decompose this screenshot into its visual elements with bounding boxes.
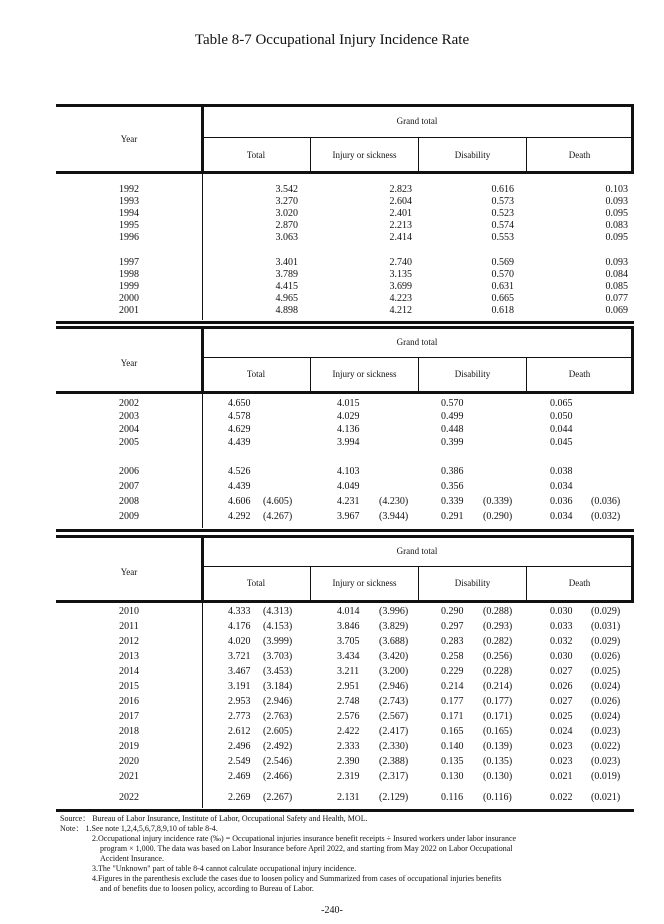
disability-cell: 0.165 [441,726,464,737]
injury-paren-cell: (4.230) [379,496,409,507]
death-paren-cell: (0.026) [591,696,621,707]
year-cell: 2022 [119,792,139,803]
injury-cell: 2.823 [389,184,412,195]
death-cell: 0.103 [605,184,628,195]
death-paren-cell: (0.032) [591,511,621,522]
total-cell: 4.020 [228,636,251,647]
total-paren-cell: (2.492) [263,741,293,752]
table-row [56,792,634,804]
death-cell: 0.027 [550,666,573,677]
disability-cell: 0.399 [441,437,464,448]
death-cell: 0.044 [550,424,573,435]
total-cell: 3.467 [228,666,251,677]
total-cell: 4.578 [228,411,251,422]
table-row [56,771,634,783]
year-cell: 1995 [119,220,139,231]
year-cell: 1994 [119,208,139,219]
death-cell: 0.024 [550,726,573,737]
total-paren-cell: (2.546) [263,756,293,767]
disability-paren-cell: (0.116) [483,792,512,803]
total-paren-cell: (2.946) [263,696,293,707]
total-paren-cell: (3.703) [263,651,293,662]
total-cell: 3.063 [275,232,298,243]
disability-cell: 0.618 [491,305,514,316]
death-paren-cell: (0.019) [591,771,621,782]
table-row [56,726,634,738]
col-injury-header: Injury or sickness [332,578,397,588]
disability-paren-cell: (0.282) [483,636,513,647]
injury-cell: 2.748 [337,696,360,707]
death-cell: 0.050 [550,411,573,422]
total-paren-cell: (4.267) [263,511,293,522]
total-paren-cell: (3.999) [263,636,293,647]
disability-paren-cell: (0.293) [483,621,513,632]
death-cell: 0.093 [605,257,628,268]
year-header: Year [120,134,138,144]
year-cell: 2000 [119,293,139,304]
injury-cell: 2.390 [337,756,360,767]
total-cell: 3.789 [275,269,298,280]
disability-cell: 0.570 [441,398,464,409]
disability-cell: 0.297 [441,621,464,632]
table-row [56,232,634,244]
disability-cell: 0.177 [441,696,464,707]
injury-paren-cell: (3.688) [379,636,409,647]
total-cell: 3.270 [275,196,298,207]
total-cell: 4.292 [228,511,251,522]
disability-paren-cell: (0.228) [483,666,513,677]
death-paren-cell: (0.031) [591,621,621,632]
table-row [56,293,634,305]
death-cell: 0.083 [605,220,628,231]
total-cell: 4.333 [228,606,251,617]
total-cell: 2.773 [228,711,251,722]
total-cell: 4.439 [228,437,251,448]
table-row [56,466,634,478]
table-row [56,606,634,618]
total-paren-cell: (2.267) [263,792,293,803]
injury-paren-cell: (2.946) [379,681,409,692]
year-cell: 2010 [119,606,139,617]
injury-cell: 3.211 [337,666,360,677]
col-total-header: Total [246,150,266,160]
table-row [56,711,634,723]
injury-cell: 3.846 [337,621,360,632]
table-row [56,741,634,753]
disability-paren-cell: (0.139) [483,741,513,752]
disability-cell: 0.448 [441,424,464,435]
total-paren-cell: (3.453) [263,666,293,677]
col-death-header: Death [568,150,591,160]
disability-cell: 0.291 [441,511,464,522]
total-cell: 2.612 [228,726,251,737]
year-cell: 2005 [119,437,139,448]
death-cell: 0.095 [605,232,628,243]
total-cell: 2.953 [228,696,251,707]
total-cell: 4.650 [228,398,251,409]
disability-cell: 0.258 [441,651,464,662]
death-cell: 0.069 [605,305,628,316]
total-paren-cell: (4.153) [263,621,293,632]
col-disability-header: Disability [454,578,491,588]
col-total-header: Total [246,578,266,588]
table-row [56,437,634,449]
table-row [56,756,634,768]
disability-paren-cell: (0.256) [483,651,513,662]
total-cell: 3.020 [275,208,298,219]
table-row [56,424,634,436]
death-paren-cell: (0.022) [591,741,621,752]
death-cell: 0.030 [550,651,573,662]
disability-cell: 0.523 [491,208,514,219]
table-row [56,636,634,648]
injury-cell: 2.131 [337,792,360,803]
table-row [56,208,634,220]
year-cell: 1999 [119,281,139,292]
total-paren-cell: (2.466) [263,771,293,782]
page-title: Table 8-7 Occupational Injury Incidence Rate [194,32,470,48]
death-cell: 0.033 [550,621,573,632]
col-disability-header: Disability [454,369,491,379]
death-cell: 0.022 [550,792,573,803]
year-header: Year [120,567,138,577]
injury-paren-cell: (3.829) [379,621,409,632]
death-cell: 0.045 [550,437,573,448]
disability-paren-cell: (0.177) [483,696,513,707]
year-cell: 2015 [119,681,139,692]
death-cell: 0.093 [605,196,628,207]
injury-cell: 2.319 [337,771,360,782]
note-2-cont: Accident Insurance. [100,854,164,863]
disability-cell: 0.290 [441,606,464,617]
injury-paren-cell: (2.317) [379,771,409,782]
table-row [56,681,634,693]
death-cell: 0.038 [550,466,573,477]
injury-cell: 2.740 [389,257,412,268]
disability-cell: 0.229 [441,666,464,677]
total-cell: 2.469 [228,771,251,782]
table-panel-1992-2001 [56,104,634,324]
total-paren-cell: (3.184) [263,681,293,692]
disability-cell: 0.140 [441,741,464,752]
injury-cell: 3.994 [337,437,360,448]
note-2-cont: program × 1,000. The data was based on Labor Insurance before April 2022, and starting from May 2022 on Labor Occupational [100,844,513,853]
total-cell: 2.870 [275,220,298,231]
year-cell: 2012 [119,636,139,647]
col-disability-header: Disability [454,150,491,160]
injury-cell: 2.401 [389,208,412,219]
total-cell: 2.269 [228,792,251,803]
total-paren-cell: (4.313) [263,606,293,617]
total-cell: 4.526 [228,466,251,477]
death-cell: 0.027 [550,696,573,707]
disability-cell: 0.616 [491,184,514,195]
disability-cell: 0.569 [491,257,514,268]
injury-cell: 2.604 [389,196,412,207]
table-row [56,621,634,633]
injury-cell: 4.014 [337,606,360,617]
total-cell: 4.415 [275,281,298,292]
disability-cell: 0.171 [441,711,464,722]
disability-cell: 0.283 [441,636,464,647]
year-cell: 2013 [119,651,139,662]
note-3: 3.The "Unknown" part of table 8-4 cannot calculate occupational injury incidence. [92,864,357,873]
table-row [56,220,634,232]
disability-paren-cell: (0.135) [483,756,513,767]
table-row [56,196,634,208]
injury-cell: 2.422 [337,726,360,737]
injury-cell: 3.967 [337,511,360,522]
injury-paren-cell: (2.417) [379,726,409,737]
death-cell: 0.077 [605,293,628,304]
injury-cell: 2.576 [337,711,360,722]
injury-cell: 4.212 [389,305,412,316]
table-row [56,269,634,281]
death-paren-cell: (0.021) [591,792,621,803]
year-cell: 2011 [119,621,139,632]
disability-paren-cell: (0.214) [483,681,513,692]
total-cell: 4.176 [228,621,251,632]
year-cell: 2009 [119,511,139,522]
injury-cell: 3.699 [389,281,412,292]
disability-paren-cell: (0.130) [483,771,513,782]
injury-cell: 3.135 [389,269,412,280]
disability-paren-cell: (0.290) [483,511,513,522]
total-cell: 3.721 [228,651,251,662]
disability-paren-cell: (0.339) [483,496,513,507]
total-cell: 3.191 [228,681,251,692]
disability-cell: 0.214 [441,681,464,692]
table-row [56,481,634,493]
table-row [56,398,634,410]
death-cell: 0.034 [550,481,573,492]
death-paren-cell: (0.036) [591,496,621,507]
injury-cell: 4.015 [337,398,360,409]
disability-paren-cell: (0.171) [483,711,513,722]
injury-cell: 2.333 [337,741,360,752]
grand-total-header: Grand total [396,116,438,126]
note-2: 2.Occupational injury incidence rate (‰) = Occupational injuries insurance benefit receipts ÷ Insured workers under labor insurance [92,834,517,843]
injury-paren-cell: (3.420) [379,651,409,662]
table-panel-2002-2009 [56,326,634,532]
grand-total-header: Grand total [396,546,438,556]
death-paren-cell: (0.029) [591,606,621,617]
injury-cell: 3.705 [337,636,360,647]
death-paren-cell: (0.023) [591,756,621,767]
col-death-header: Death [568,369,591,379]
death-cell: 0.084 [605,269,628,280]
death-cell: 0.032 [550,636,573,647]
table-row [56,281,634,293]
injury-cell: 4.029 [337,411,360,422]
note-4: 4.Figures in the parenthesis exclude the cases due to loosen policy and Summarized from cases of occupational injuries benefits [92,874,502,883]
injury-paren-cell: (3.200) [379,666,409,677]
death-cell: 0.085 [605,281,628,292]
grand-total-header: Grand total [396,337,438,347]
death-cell: 0.025 [550,711,573,722]
total-cell: 4.629 [228,424,251,435]
disability-cell: 0.499 [441,411,464,422]
year-cell: 1996 [119,232,139,243]
source-note: Source： Bureau of Labor Insurance, Institute of Labor, Occupational Safety and Health, MOL. [60,814,368,823]
total-cell: 4.898 [275,305,298,316]
year-cell: 2021 [119,771,139,782]
year-cell: 1997 [119,257,139,268]
total-cell: 2.496 [228,741,251,752]
table-row [56,184,634,196]
table-row [56,257,634,269]
disability-cell: 0.574 [491,220,514,231]
injury-paren-cell: (2.567) [379,711,409,722]
death-cell: 0.065 [550,398,573,409]
year-cell: 2001 [119,305,139,316]
death-cell: 0.026 [550,681,573,692]
table-panel-2010-2022 [56,535,634,811]
year-header: Year [120,358,138,368]
death-paren-cell: (0.025) [591,666,621,677]
table-row [56,496,634,508]
death-cell: 0.030 [550,606,573,617]
col-total-header: Total [246,369,266,379]
disability-cell: 0.356 [441,481,464,492]
table-row [56,411,634,423]
year-cell: 2007 [119,481,139,492]
death-paren-cell: (0.024) [591,681,621,692]
injury-cell: 2.213 [389,220,412,231]
year-cell: 2006 [119,466,139,477]
injury-cell: 2.414 [389,232,412,243]
injury-paren-cell: (3.944) [379,511,409,522]
injury-cell: 3.434 [337,651,360,662]
injury-paren-cell: (2.129) [379,792,409,803]
disability-cell: 0.135 [441,756,464,767]
death-cell: 0.095 [605,208,628,219]
total-paren-cell: (2.763) [263,711,293,722]
total-cell: 3.401 [275,257,298,268]
injury-paren-cell: (2.388) [379,756,409,767]
year-cell: 2016 [119,696,139,707]
disability-paren-cell: (0.288) [483,606,513,617]
note-4-cont: and of benefits due to loosen policy, according to Bureau of Labor. [100,884,314,893]
death-paren-cell: (0.026) [591,651,621,662]
injury-paren-cell: (2.330) [379,741,409,752]
disability-cell: 0.665 [491,293,514,304]
year-cell: 2004 [119,424,139,435]
disability-cell: 0.553 [491,232,514,243]
col-death-header: Death [568,578,591,588]
total-cell: 3.542 [275,184,298,195]
table-row [56,696,634,708]
injury-cell: 4.049 [337,481,360,492]
year-cell: 2002 [119,398,139,409]
year-cell: 2020 [119,756,139,767]
disability-cell: 0.116 [441,792,464,803]
total-paren-cell: (4.605) [263,496,293,507]
total-cell: 4.439 [228,481,251,492]
death-cell: 0.023 [550,756,573,767]
disability-paren-cell: (0.165) [483,726,513,737]
total-cell: 4.965 [275,293,298,304]
year-cell: 2017 [119,711,139,722]
injury-cell: 4.103 [337,466,360,477]
total-paren-cell: (2.605) [263,726,293,737]
year-cell: 1992 [119,184,139,195]
injury-cell: 4.136 [337,424,360,435]
death-paren-cell: (0.029) [591,636,621,647]
year-cell: 2008 [119,496,139,507]
col-injury-header: Injury or sickness [332,369,397,379]
year-cell: 1998 [119,269,139,280]
note-1: Note： 1.See note 1,2,4,5,6,7,8,9,10 of table 8-4. [60,824,218,833]
death-cell: 0.034 [550,511,573,522]
page-number: -240- [321,905,343,916]
injury-cell: 4.223 [389,293,412,304]
disability-cell: 0.573 [491,196,514,207]
table-row [56,511,634,523]
death-cell: 0.021 [550,771,573,782]
total-cell: 2.549 [228,756,251,767]
year-cell: 2018 [119,726,139,737]
year-cell: 2014 [119,666,139,677]
injury-paren-cell: (3.996) [379,606,409,617]
death-cell: 0.036 [550,496,573,507]
year-cell: 2019 [119,741,139,752]
disability-cell: 0.386 [441,466,464,477]
col-injury-header: Injury or sickness [332,150,397,160]
injury-cell: 2.951 [337,681,360,692]
injury-paren-cell: (2.743) [379,696,409,707]
table-row [56,305,634,317]
footnotes [60,814,660,894]
injury-cell: 4.231 [337,496,360,507]
disability-cell: 0.130 [441,771,464,782]
table-row [56,666,634,678]
year-cell: 2003 [119,411,139,422]
death-cell: 0.023 [550,741,573,752]
table-row [56,651,634,663]
death-paren-cell: (0.023) [591,726,621,737]
year-cell: 1993 [119,196,139,207]
disability-cell: 0.570 [491,269,514,280]
disability-cell: 0.631 [491,281,514,292]
total-cell: 4.606 [228,496,251,507]
death-paren-cell: (0.024) [591,711,621,722]
disability-cell: 0.339 [441,496,464,507]
